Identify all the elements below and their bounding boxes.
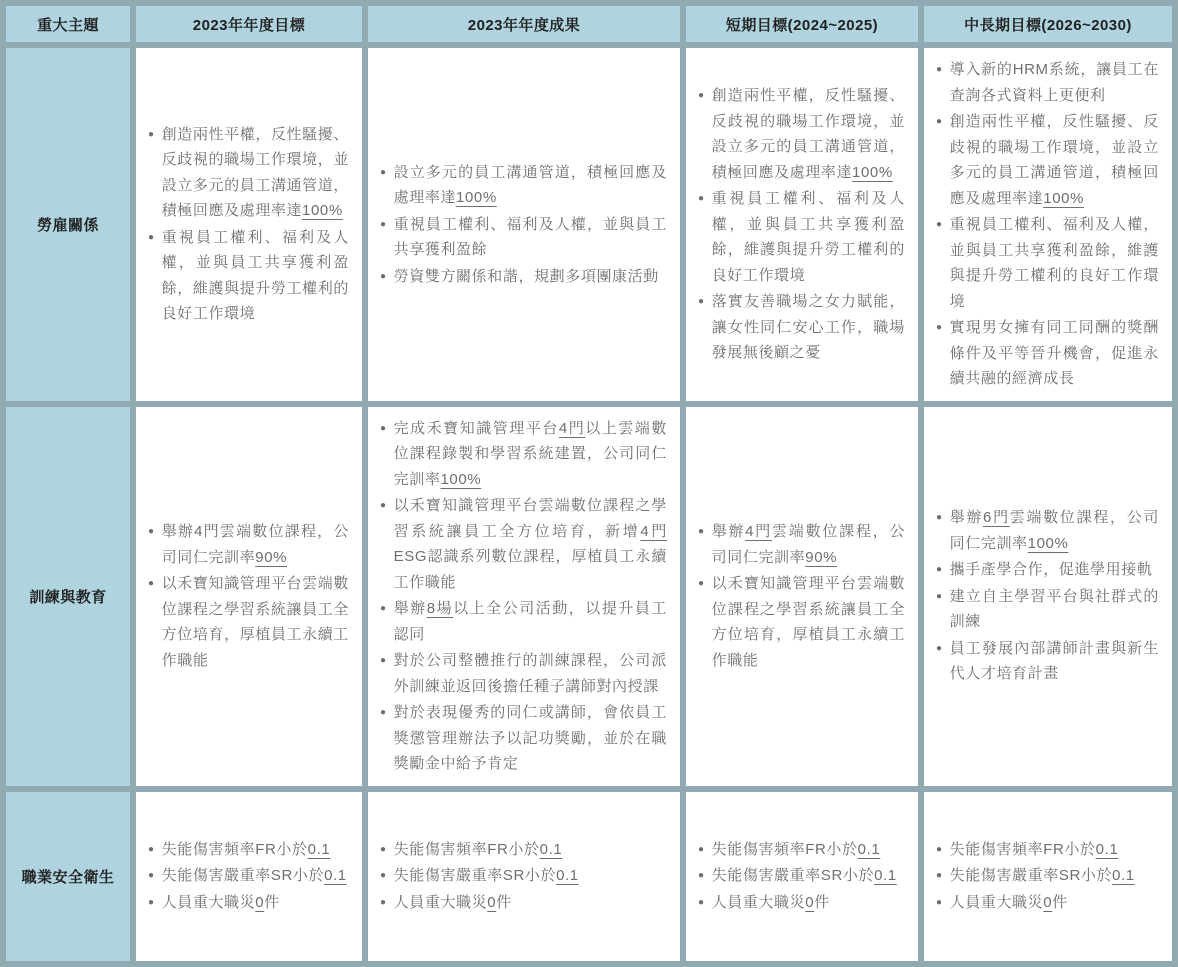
topic-cell: 訓練與教育 [6, 407, 130, 786]
bullet-text: 失能傷害嚴重率SR小於0.1 [949, 867, 1135, 885]
bullet-item [698, 890, 905, 916]
bullet-text: 以禾寶知識管理平台雲端數位課程之學習系統讓員工全方位培育，厚植員工永續工作職能 [161, 575, 349, 669]
bullet-item [148, 571, 349, 673]
bullet-text: 重視員工權利、福利及人權，並與員工共享獲利盈餘，維護與提升勞工權利的良好工作環境 [949, 216, 1159, 310]
bullet-icon: ● [380, 500, 387, 511]
bullet-text: 落實友善職場之女力賦能，讓女性同仁安心工作，職場發展無後顧之憂 [711, 293, 905, 361]
bullet-icon: ● [380, 655, 387, 666]
bullet-icon: ● [936, 116, 943, 127]
data-cell [136, 48, 362, 401]
bullet-item [936, 557, 1159, 583]
bullet-item [380, 212, 667, 263]
bullet-text: 重視員工權利、福利及人權，並與員工共享獲利盈餘 [393, 215, 667, 258]
data-cell [368, 48, 680, 401]
bullet-icon: ● [936, 843, 943, 855]
bullet-icon: ● [380, 603, 387, 614]
bullet-icon: ● [148, 896, 155, 908]
bullet-text: 對於表現優秀的同仁或講師，會依員工獎懲管理辦法予以記功獎勵，並於在職獎勵金中給予肯定 [393, 704, 667, 772]
bullet-icon: ● [698, 578, 705, 589]
data-cell [136, 407, 362, 786]
data-cell [686, 407, 918, 786]
bullet-text: 人員重大職災0件 [949, 893, 1068, 911]
bullet-icon: ● [380, 166, 387, 178]
data-cell [686, 48, 918, 401]
bullet-item [936, 505, 1159, 556]
bullet-text: 人員重大職災0件 [161, 893, 280, 911]
bullet-item [148, 837, 349, 863]
bullet-icon: ● [936, 870, 943, 882]
bullet-icon: ● [936, 322, 943, 333]
bullet-text: 舉辦8場以上全公司活動，以提升員工認同 [393, 600, 668, 643]
bullet-icon: ● [698, 193, 705, 204]
bullet-item [936, 57, 1159, 108]
bullet-text: 重視員工權利、福利及人權，並與員工共享獲利盈餘，維護與提升勞工權利的良好工作環境 [161, 228, 349, 323]
bullet-text: 失能傷害嚴重率SR小於0.1 [161, 867, 347, 885]
bullet-text: 舉辦6門雲端數位課程，公司同仁完訓率100% [949, 509, 1159, 552]
bullet-icon: ● [380, 870, 387, 882]
table-row [6, 48, 1172, 401]
bullet-item [148, 225, 349, 327]
bullet-icon: ● [380, 270, 387, 282]
bullet-text: 失能傷害頻率FR小於0.1 [393, 840, 563, 858]
table-header-row [6, 6, 1172, 42]
bullet-text: 舉辦4門雲端數位課程，公司同仁完訓率90% [711, 523, 905, 566]
bullet-icon: ● [148, 870, 155, 882]
bullet-icon: ● [148, 231, 155, 243]
bullet-item [380, 890, 667, 916]
bullet-icon: ● [936, 512, 943, 524]
bullet-item [148, 519, 349, 570]
column-header: 2023年年度成果 [368, 6, 680, 42]
bullet-item [936, 584, 1159, 635]
bullet-text: 創造兩性平權，反性騷擾、反歧視的職場工作環境，並設立多元的員工溝通管道，積極回應及處理率達100% [161, 125, 349, 220]
bullet-text: 人員重大職災0件 [393, 893, 512, 911]
bullet-text: 建立自主學習平台與社群式的訓練 [949, 587, 1159, 631]
bullet-icon: ● [936, 590, 943, 602]
bullet-item [936, 863, 1159, 889]
bullet-icon: ● [698, 296, 705, 307]
bullet-text: 人員重大職災0件 [711, 893, 830, 911]
data-cell [368, 792, 680, 961]
bullet-text: 導入新的HRM系統，讓員工在查詢各式資料上更便利 [949, 61, 1159, 104]
bullet-icon: ● [936, 564, 943, 576]
bullet-item [380, 596, 667, 647]
bullet-icon: ● [698, 90, 705, 101]
column-header: 短期目標(2024~2025) [686, 6, 918, 42]
bullet-icon: ● [698, 843, 705, 855]
bullet-item [698, 289, 905, 366]
column-header: 中長期目標(2026~2030) [924, 6, 1172, 42]
data-cell [924, 792, 1172, 961]
bullet-icon: ● [148, 526, 155, 537]
bullet-item [936, 212, 1159, 314]
bullet-text: 設立多元的員工溝通管道，積極回應及處理率達100% [393, 163, 667, 206]
bullet-item [698, 571, 905, 673]
bullet-item [936, 109, 1159, 211]
bullet-text: 重視員工權利、福利及人權，並與員工共享獲利盈餘，維護與提升勞工權利的良好工作環境 [711, 190, 905, 284]
bullet-icon: ● [380, 218, 387, 230]
bullet-item [380, 648, 667, 699]
bullet-text: 失能傷害嚴重率SR小於0.1 [711, 867, 897, 885]
bullet-icon: ● [698, 870, 705, 882]
data-cell [924, 48, 1172, 401]
topic-cell: 職業安全衛生 [6, 792, 130, 961]
table-row [6, 407, 1172, 786]
bullet-text: 失能傷害頻率FR小於0.1 [949, 840, 1119, 858]
bullet-item [148, 122, 349, 224]
bullet-icon: ● [936, 219, 943, 230]
bullet-item [698, 519, 905, 570]
bullet-icon: ● [698, 896, 705, 908]
bullet-text: 完成禾寶知識管理平台4門以上雲端數位課程錄製和學習系統建置，公司同仁完訓率100% [393, 419, 667, 488]
column-header: 2023年年度目標 [136, 6, 362, 42]
bullet-icon: ● [380, 896, 387, 908]
bullet-icon: ● [380, 843, 387, 855]
bullet-text: 失能傷害頻率FR小於0.1 [711, 840, 881, 858]
bullet-item [698, 837, 905, 863]
bullet-item [380, 416, 667, 493]
bullet-item [380, 264, 667, 290]
bullet-text: 創造兩性平權，反性騷擾、反歧視的職場工作環境，並設立多元的員工溝通管道，積極回應及處理率達100% [711, 87, 905, 181]
bullet-item [698, 83, 905, 185]
data-cell [136, 792, 362, 961]
bullet-item [380, 837, 667, 863]
bullet-icon: ● [936, 642, 943, 654]
bullet-text: 舉辦4門雲端數位課程，公司同仁完訓率90% [161, 523, 349, 566]
bullet-item [936, 315, 1159, 392]
bullet-item [698, 186, 905, 288]
bullet-text: 失能傷害嚴重率SR小於0.1 [393, 867, 579, 885]
bullet-icon: ● [380, 422, 387, 434]
table-row [6, 792, 1172, 961]
bullet-text: 員工發展內部講師計畫與新生代人才培育計畫 [949, 639, 1159, 683]
bullet-text: 攜手產學合作，促進學用接軌 [949, 561, 1153, 579]
bullet-text: 失能傷害頻率FR小於0.1 [161, 840, 331, 858]
bullet-text: 勞資雙方關係和諧，規劃多項團康活動 [393, 267, 659, 285]
bullet-item [936, 636, 1159, 687]
bullet-icon: ● [936, 64, 943, 75]
bullet-item [936, 890, 1159, 916]
data-cell [924, 407, 1172, 786]
bullet-icon: ● [148, 128, 155, 140]
bullet-icon: ● [380, 707, 387, 718]
bullet-text: 實現男女擁有同工同酬的獎酬條件及平等晉升機會，促進永續共融的經濟成長 [949, 319, 1159, 387]
bullet-item [148, 863, 349, 889]
bullet-icon: ● [148, 578, 155, 589]
bullet-text: 創造兩性平權，反性騷擾、反歧視的職場工作環境，並設立多元的員工溝通管道，積極回應及處理率達100% [949, 113, 1159, 207]
data-cell [686, 792, 918, 961]
bullet-item [380, 493, 667, 595]
bullet-item [148, 890, 349, 916]
bullet-text: 對於公司整體推行的訓練課程，公司派外訓練並返回後擔任種子講師對內授課 [393, 652, 667, 695]
bullet-text: 以禾寶知識管理平台雲端數位課程之學習系統讓員工全方位培育，厚植員工永續工作職能 [711, 575, 905, 669]
bullet-item [936, 837, 1159, 863]
bullet-item [380, 700, 667, 777]
column-header: 重大主題 [6, 6, 130, 42]
bullet-icon: ● [698, 526, 705, 537]
bullet-icon: ● [936, 896, 943, 908]
bullet-text: 以禾寶知識管理平台雲端數位課程之學習系統讓員工全方位培育，新增4門ESG認識系列數位課程，厚植員工永續工作職能 [393, 497, 667, 591]
bullet-item [380, 160, 667, 211]
bullet-item [380, 863, 667, 889]
data-cell [368, 407, 680, 786]
topic-cell: 勞雇關係 [6, 48, 130, 401]
bullet-item [698, 863, 905, 889]
bullet-icon: ● [148, 843, 155, 855]
